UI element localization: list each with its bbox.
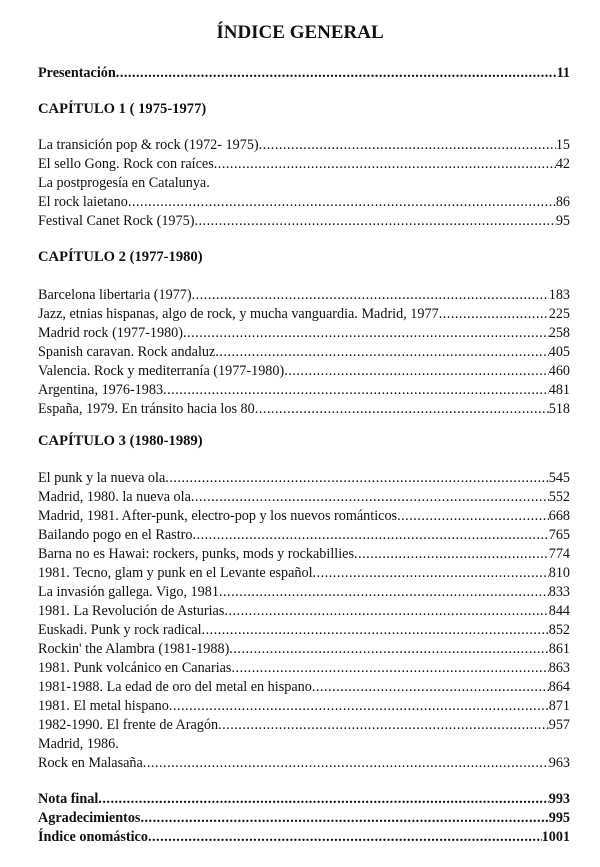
toc-entry-text: La postprogesía en Catalunya.	[38, 175, 210, 191]
toc-entry	[38, 545, 570, 563]
toc-entry-text: Bailando pogo en el Rastro	[38, 527, 193, 543]
toc-entry-page: 852	[548, 622, 570, 638]
page-title: ÍNDICE GENERAL	[216, 22, 384, 43]
toc-entry-page: 871	[548, 698, 570, 714]
toc-leader	[255, 400, 549, 418]
toc-entry	[38, 193, 570, 211]
toc-entry	[38, 735, 570, 753]
toc-entry	[38, 640, 570, 658]
toc-entry-page: 42	[555, 156, 570, 172]
toc-entry	[38, 155, 570, 173]
toc-entry	[38, 381, 570, 399]
toc-entry-page: 405	[548, 344, 570, 360]
toc-leader	[116, 64, 557, 82]
toc-entry	[38, 583, 570, 601]
toc-leader	[191, 488, 549, 506]
toc-leader	[219, 583, 549, 601]
toc-entry	[38, 602, 570, 620]
toc-entry-text: Spanish caravan. Rock andaluz	[38, 344, 216, 360]
toc-entry-page: 552	[548, 489, 570, 505]
toc-leader	[284, 362, 548, 380]
toc-entry-page: 844	[548, 603, 570, 619]
toc-entry-text: Argentina, 1976-1983	[38, 382, 164, 398]
toc-entry-text: Festival Canet Rock (1975)	[38, 213, 195, 229]
toc-leader	[192, 526, 548, 544]
chapter-1-heading: CAPÍTULO 1 ( 1975-1977)	[38, 101, 207, 117]
toc-entry-text: 1981. Tecno, glam y punk en el Levante español	[38, 565, 313, 581]
toc-leader	[140, 809, 548, 827]
toc-leader	[231, 659, 548, 677]
toc-entry	[38, 136, 570, 154]
toc-entry	[38, 286, 570, 304]
toc-entry-text: El rock laietano	[38, 194, 128, 210]
toc-leader	[183, 324, 549, 342]
toc-entry-agradecimientos	[38, 809, 570, 827]
toc-entry-text: Madrid rock (1977-1980)	[38, 325, 183, 341]
toc-entry-page: 225	[548, 306, 570, 322]
toc-entry-page: 668	[548, 508, 570, 524]
toc-entry-text: Euskadi. Punk y rock radical	[38, 622, 202, 638]
toc-entry-page: 774	[548, 546, 570, 562]
toc-entry-text: 1981. Punk volcánico en Canarias	[38, 660, 232, 676]
toc-entry-text: 1982-1990. El frente de Aragón	[38, 717, 219, 733]
toc-entry	[38, 754, 570, 772]
toc-entry-text: 1981. La Revolución de Asturias	[38, 603, 225, 619]
toc-entry-text: 1981-1988. La edad de oro del metal en hispano	[38, 679, 312, 695]
toc-entry	[38, 362, 570, 380]
toc-entry-text: Madrid, 1981. After-punk, electro-pop y los nuevos románticos	[38, 508, 398, 524]
toc-entry	[38, 324, 570, 342]
toc-entry	[38, 174, 570, 192]
toc-leader	[313, 564, 549, 582]
toc-entry-text: El punk y la nueva ola	[38, 470, 166, 486]
toc-entry	[38, 507, 570, 525]
toc-entry-page: 11	[556, 65, 570, 81]
toc-entry-page: 963	[548, 755, 570, 771]
toc-entry-text: La invasión gallega. Vigo, 1981	[38, 584, 219, 600]
toc-entry-page: 95	[555, 213, 570, 229]
toc-leader	[192, 286, 549, 304]
toc-entry	[38, 716, 570, 734]
toc-entry-text: Rockin' the Alambra (1981-1988)	[38, 641, 230, 657]
chapter-2-heading: CAPÍTULO 2 (1977-1980)	[38, 249, 203, 265]
toc-entry	[38, 564, 570, 582]
toc-entry	[38, 488, 570, 506]
toc-entry-page: 810	[548, 565, 570, 581]
toc-leader	[148, 828, 542, 846]
chapter-3-heading: CAPÍTULO 3 (1980-1989)	[38, 433, 203, 449]
toc-leader	[224, 602, 548, 620]
toc-leader	[214, 155, 556, 173]
toc-entry	[38, 621, 570, 639]
toc-entry	[38, 469, 570, 487]
toc-entry-text: Rock en Malasaña	[38, 755, 143, 771]
toc-entry-text: Jazz, etnias hispanas, algo de rock, y mucha vanguardia. Madrid, 1977	[38, 306, 439, 322]
toc-entry-page: 86	[555, 194, 570, 210]
toc-entry-page: 258	[548, 325, 570, 341]
toc-entry	[38, 678, 570, 696]
toc-leader	[169, 697, 549, 715]
toc-leader	[128, 193, 556, 211]
toc-entry-page: 833	[548, 584, 570, 600]
toc-entry-text: Madrid, 1986.	[38, 736, 119, 752]
toc-leader	[354, 545, 549, 563]
toc-leader	[229, 640, 548, 658]
toc-leader	[98, 790, 548, 808]
toc-entry-text: 1981. El metal hispano	[38, 698, 169, 714]
toc-entry-page: 995	[548, 810, 570, 826]
toc-entry-text: Índice onomástico	[38, 829, 148, 845]
toc-entry-page: 957	[548, 717, 570, 733]
toc-entry-page: 765	[548, 527, 570, 543]
toc-entry-indice-onomastico	[38, 828, 570, 846]
toc-entry-page: 545	[548, 470, 570, 486]
toc-entry-page: 460	[548, 363, 570, 379]
toc-leader	[312, 678, 549, 696]
toc-entry-text: Agradecimientos	[38, 810, 141, 826]
toc-entry-text: El sello Gong. Rock con raíces	[38, 156, 214, 172]
toc-entry-page: 1001	[541, 829, 570, 845]
toc-entry-page: 864	[548, 679, 570, 695]
toc-entry-text: Barna no es Hawai: rockers, punks, mods y rockabillies	[38, 546, 354, 562]
toc-entry	[38, 697, 570, 715]
toc-entry-text: España, 1979. En tránsito hacia los 80	[38, 401, 255, 417]
toc-entry-page: 863	[548, 660, 570, 676]
toc-entry	[38, 659, 570, 677]
toc-leader	[165, 469, 548, 487]
toc-entry	[38, 400, 570, 418]
toc-entry-page: 481	[548, 382, 570, 398]
toc-entry-text: Madrid, 1980. la nueva ola	[38, 489, 191, 505]
toc-leader	[194, 212, 555, 230]
toc-leader	[163, 381, 549, 399]
toc-entry-text: Valencia. Rock y mediterranía (1977-1980)	[38, 363, 285, 379]
toc-leader	[143, 754, 549, 772]
toc-entry	[38, 212, 570, 230]
toc-leader	[397, 507, 549, 525]
toc-entry-text: La transición pop & rock (1972- 1975)	[38, 137, 259, 153]
toc-leader	[215, 343, 548, 361]
toc-entry-text: Barcelona libertaria (1977)	[38, 287, 192, 303]
toc-entry-text: Presentación	[38, 65, 116, 81]
toc-entry-presentacion	[38, 64, 570, 82]
toc-entry-text: Nota final	[38, 791, 99, 807]
toc-entry-page: 861	[548, 641, 570, 657]
toc-entry	[38, 343, 570, 361]
toc-entry-page: 993	[548, 791, 570, 807]
toc-leader	[202, 621, 549, 639]
toc-leader	[439, 305, 549, 323]
toc-entry-page: 15	[555, 137, 570, 153]
toc-entry	[38, 526, 570, 544]
toc-entry-page: 518	[548, 401, 570, 417]
toc-leader	[218, 716, 549, 734]
toc-entry-page: 183	[548, 287, 570, 303]
toc-entry	[38, 305, 570, 323]
toc-leader	[259, 136, 556, 154]
toc-entry-nota-final	[38, 790, 570, 808]
